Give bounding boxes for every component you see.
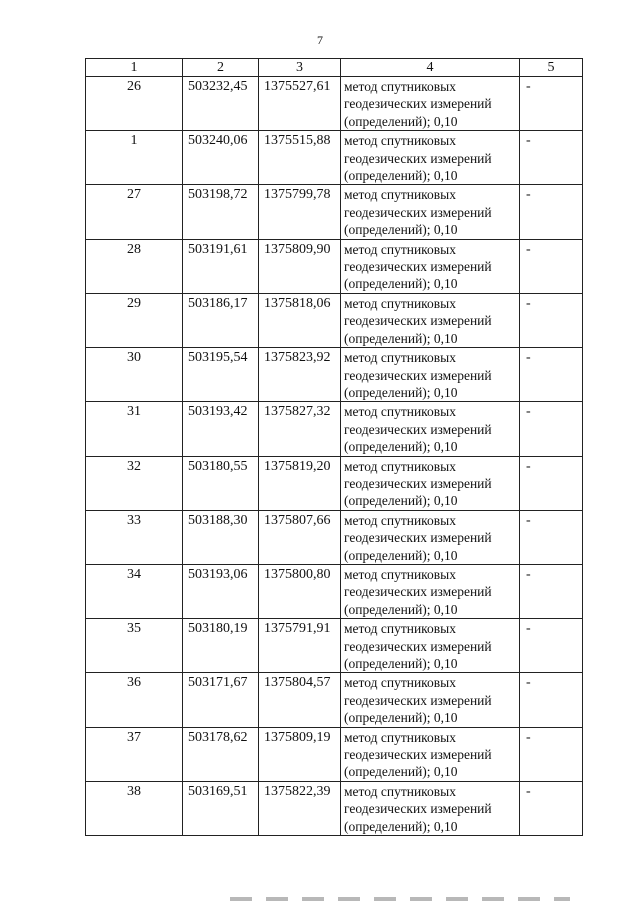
y-coordinate-cell: 1375827,32 bbox=[259, 402, 341, 456]
x-coordinate-cell: 503186,17 bbox=[183, 293, 259, 347]
point-number-cell: 37 bbox=[86, 727, 183, 781]
column-header: 2 bbox=[183, 59, 259, 77]
table-row bbox=[86, 77, 583, 131]
point-number-cell: 29 bbox=[86, 293, 183, 347]
method-cell: метод спутниковых геодезических измерений (определений); 0,10 bbox=[341, 348, 520, 402]
x-coordinate-cell: 503198,72 bbox=[183, 185, 259, 239]
point-number-cell: 28 bbox=[86, 239, 183, 293]
point-number-cell: 36 bbox=[86, 673, 183, 727]
note-cell: - bbox=[520, 348, 583, 402]
table-row bbox=[86, 619, 583, 673]
y-coordinate-cell: 1375818,06 bbox=[259, 293, 341, 347]
table-body bbox=[86, 77, 583, 836]
x-coordinate-cell: 503191,61 bbox=[183, 239, 259, 293]
point-number-cell: 1 bbox=[86, 131, 183, 185]
point-number-cell: 34 bbox=[86, 564, 183, 618]
note-cell: - bbox=[520, 185, 583, 239]
y-coordinate-cell: 1375791,91 bbox=[259, 619, 341, 673]
y-coordinate-cell: 1375807,66 bbox=[259, 510, 341, 564]
column-header: 3 bbox=[259, 59, 341, 77]
point-number-cell: 30 bbox=[86, 348, 183, 402]
y-coordinate-cell: 1375822,39 bbox=[259, 781, 341, 835]
point-number-cell: 27 bbox=[86, 185, 183, 239]
column-header: 4 bbox=[341, 59, 520, 77]
note-cell: - bbox=[520, 402, 583, 456]
note-cell: - bbox=[520, 619, 583, 673]
x-coordinate-cell: 503193,06 bbox=[183, 564, 259, 618]
method-cell: метод спутниковых геодезических измерений (определений); 0,10 bbox=[341, 619, 520, 673]
y-coordinate-cell: 1375804,57 bbox=[259, 673, 341, 727]
x-coordinate-cell: 503193,42 bbox=[183, 402, 259, 456]
y-coordinate-cell: 1375809,19 bbox=[259, 727, 341, 781]
x-coordinate-cell: 503180,19 bbox=[183, 619, 259, 673]
point-number-cell: 33 bbox=[86, 510, 183, 564]
table-row bbox=[86, 673, 583, 727]
x-coordinate-cell: 503171,67 bbox=[183, 673, 259, 727]
point-number-cell: 32 bbox=[86, 456, 183, 510]
table-row bbox=[86, 239, 583, 293]
note-cell: - bbox=[520, 293, 583, 347]
note-cell: - bbox=[520, 673, 583, 727]
table-row bbox=[86, 727, 583, 781]
x-coordinate-cell: 503188,30 bbox=[183, 510, 259, 564]
table-row bbox=[86, 348, 583, 402]
note-cell: - bbox=[520, 727, 583, 781]
table-row bbox=[86, 510, 583, 564]
note-cell: - bbox=[520, 239, 583, 293]
x-coordinate-cell: 503240,06 bbox=[183, 131, 259, 185]
point-number-cell: 31 bbox=[86, 402, 183, 456]
point-number-cell: 35 bbox=[86, 619, 183, 673]
y-coordinate-cell: 1375800,80 bbox=[259, 564, 341, 618]
x-coordinate-cell: 503232,45 bbox=[183, 77, 259, 131]
method-cell: метод спутниковых геодезических измерений (определений); 0,10 bbox=[341, 402, 520, 456]
method-cell: метод спутниковых геодезических измерений (определений); 0,10 bbox=[341, 673, 520, 727]
method-cell: метод спутниковых геодезических измерений (определений); 0,10 bbox=[341, 564, 520, 618]
note-cell: - bbox=[520, 77, 583, 131]
method-cell: метод спутниковых геодезических измерений (определений); 0,10 bbox=[341, 510, 520, 564]
note-cell: - bbox=[520, 564, 583, 618]
method-cell: метод спутниковых геодезических измерений (определений); 0,10 bbox=[341, 727, 520, 781]
column-header: 1 bbox=[86, 59, 183, 77]
x-coordinate-cell: 503195,54 bbox=[183, 348, 259, 402]
y-coordinate-cell: 1375809,90 bbox=[259, 239, 341, 293]
table-row bbox=[86, 564, 583, 618]
table-row bbox=[86, 185, 583, 239]
method-cell: метод спутниковых геодезических измерений (определений); 0,10 bbox=[341, 456, 520, 510]
y-coordinate-cell: 1375799,78 bbox=[259, 185, 341, 239]
scan-artifact bbox=[230, 897, 570, 901]
table-row bbox=[86, 456, 583, 510]
x-coordinate-cell: 503178,62 bbox=[183, 727, 259, 781]
point-number-cell: 38 bbox=[86, 781, 183, 835]
note-cell: - bbox=[520, 131, 583, 185]
note-cell: - bbox=[520, 781, 583, 835]
method-cell: метод спутниковых геодезических измерений (определений); 0,10 bbox=[341, 293, 520, 347]
y-coordinate-cell: 1375527,61 bbox=[259, 77, 341, 131]
note-cell: - bbox=[520, 510, 583, 564]
table-row bbox=[86, 781, 583, 835]
y-coordinate-cell: 1375823,92 bbox=[259, 348, 341, 402]
coordinates-table bbox=[85, 58, 583, 836]
method-cell: метод спутниковых геодезических измерений (определений); 0,10 bbox=[341, 781, 520, 835]
note-cell: - bbox=[520, 456, 583, 510]
table-row bbox=[86, 131, 583, 185]
table-header-row bbox=[86, 59, 583, 77]
table-row bbox=[86, 293, 583, 347]
method-cell: метод спутниковых геодезических измерений (определений); 0,10 bbox=[341, 77, 520, 131]
page-number: 7 bbox=[317, 33, 323, 47]
point-number-cell: 26 bbox=[86, 77, 183, 131]
column-header: 5 bbox=[520, 59, 583, 77]
y-coordinate-cell: 1375515,88 bbox=[259, 131, 341, 185]
y-coordinate-cell: 1375819,20 bbox=[259, 456, 341, 510]
method-cell: метод спутниковых геодезических измерений (определений); 0,10 bbox=[341, 131, 520, 185]
x-coordinate-cell: 503180,55 bbox=[183, 456, 259, 510]
method-cell: метод спутниковых геодезических измерений (определений); 0,10 bbox=[341, 239, 520, 293]
x-coordinate-cell: 503169,51 bbox=[183, 781, 259, 835]
table-row bbox=[86, 402, 583, 456]
method-cell: метод спутниковых геодезических измерений (определений); 0,10 bbox=[341, 185, 520, 239]
